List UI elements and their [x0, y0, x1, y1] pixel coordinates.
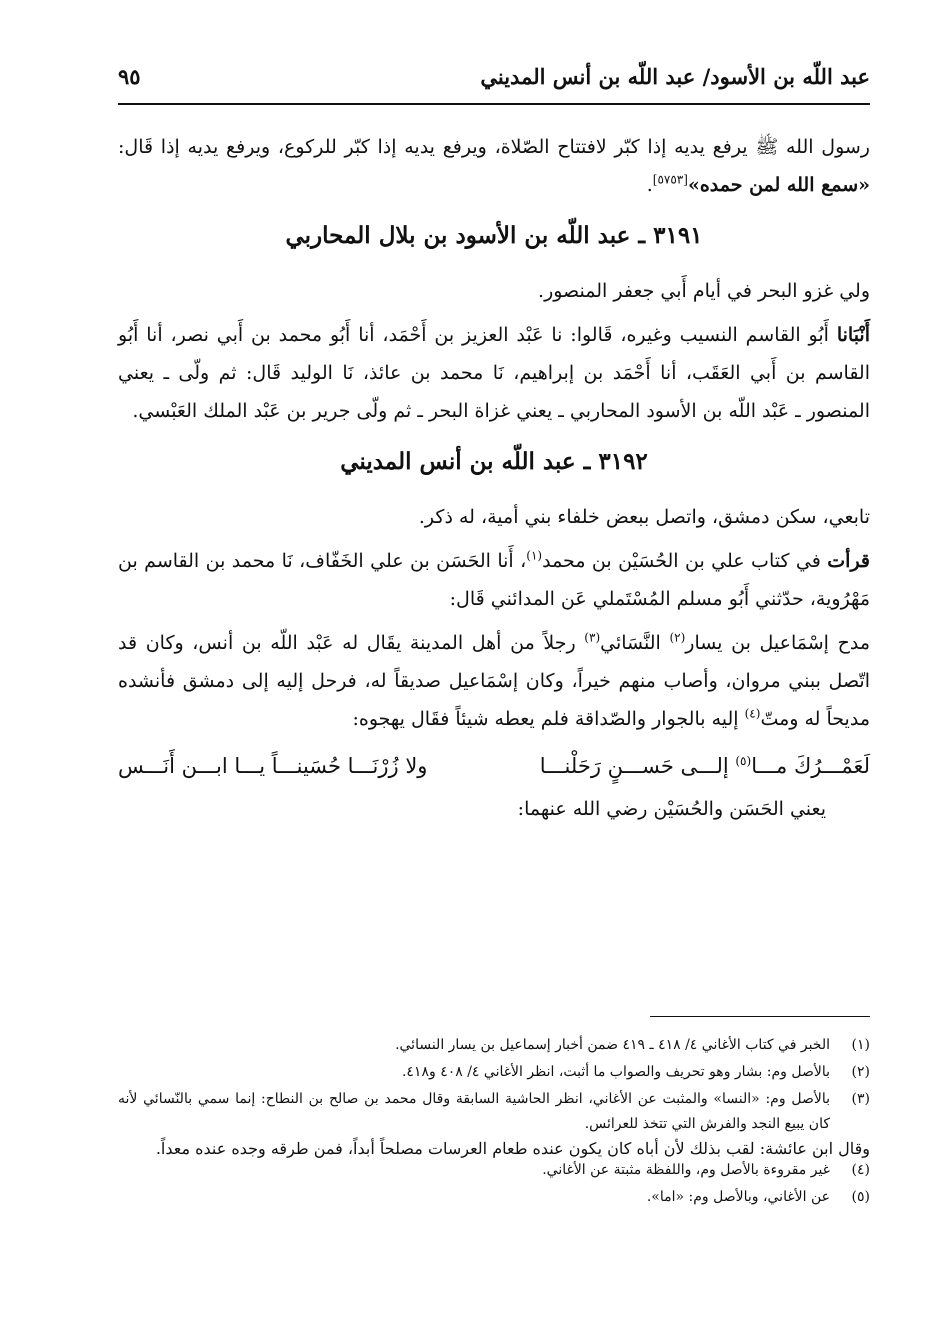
footnote-marker: (٤) [744, 706, 761, 721]
main-text [118, 128, 870, 834]
footnote-marker: (١) [526, 548, 543, 563]
footnote-text: غير مقروءة بالأصل وم، واللفظة مثبتة عن الأغاني. [542, 1162, 830, 1178]
story-text: مدح إسْمَاعيل بن يسار [685, 632, 870, 654]
footnote-item [118, 1087, 870, 1137]
paragraph-text: رسول الله ﷺ يرفع يديه إذا كبّر لافتتاح الصّلاة، ويرفع يديه إذا كبّر للركوع، ويرفع يديه إذا قَال: [118, 136, 870, 158]
story-paragraph [118, 624, 870, 738]
isnad-paragraph-3191 [118, 316, 870, 430]
footnote-item [118, 1033, 870, 1058]
footnote-marker: (٢) [669, 630, 686, 645]
verse-explanation: يعني الحَسَن والحُسَيْن رضي الله عنهما: [517, 798, 826, 820]
footnotes-section [118, 1016, 870, 1212]
footnote-continuation: وقال ابن عائشة: لقب بذلك لأن أباه كان يكون عنده طعام العرسات مصلحاً أبداً، فمن طرقه وجده عنده معداً. [155, 1139, 870, 1158]
paragraph-end: . [646, 174, 653, 196]
footnote-number: (٣) [851, 1091, 870, 1107]
isnad-text: في كتاب علي بن الحُسَيْن بن محمد [542, 550, 828, 572]
isnad-paragraph-3192 [118, 542, 870, 618]
footnote-marker: (٣) [584, 630, 601, 645]
footnote-text: بالأصل وم: بشار وهو تحريف والصواب ما أثبت، انظر الأغاني ٤/ ٤٠٨ و٤١٨. [401, 1064, 830, 1080]
footnote-text: عن الأغاني، وبالأصل وم: «اما». [646, 1189, 830, 1205]
continuation-paragraph [118, 128, 870, 204]
footnote-item [118, 1060, 870, 1085]
poetry-verse [118, 746, 870, 786]
verse-first-hemistich [540, 746, 870, 786]
footnote-number: (٤) [851, 1162, 870, 1178]
isnad-text: ، أَنا الحَسَن بن علي الخَفّاف، نَا محمد بن القاسم بن مَهْرُوية، حدّثني أَبُو مسلم المُسْتَملي عَن المدائني قَال: [118, 550, 870, 610]
narration-lead-word: أَنْبَانا [836, 324, 870, 346]
verse-text: إلـــى حَســـنٍ رَحَلْنـــا [539, 754, 736, 778]
footnote-text: الخبر في كتاب الأغاني ٤/ ٤١٨ ـ ٤١٩ ضمن أخبار إسماعيل بن يسار النسائي. [395, 1037, 830, 1053]
footnote-text: بالأصل وم: «النسا» والمثبت عن الأغاني، انظر الحاشية السابقة وقال محمد بن صالح بن النطاح: إنما سمي بالنّسائي لأنه كان يبيع النجد والفرش التي تتخذ للعرائس. [118, 1091, 830, 1132]
footnote-separator [650, 1016, 870, 1017]
footnote-number: (٢) [851, 1064, 870, 1080]
entry-heading-3192: ٣١٩٢ ـ عبد اللّه بن أنس المديني [340, 448, 648, 475]
entry-heading-3191: ٣١٩١ ـ عبد اللّه بن الأسود بن بلال المحاربي [285, 222, 703, 249]
footnote-number: (٥) [851, 1189, 870, 1205]
story-text: رجلاً من أهل المدينة يقَال له عَبْد اللّه بن أنس، وكان قد اتّصل ببني مروان، وأصاب منهم خيراً، وكان إسْمَاعيل صديقاً له، فرحل إليه إلى دمشق فأنشده مديحاً له ومتّ [118, 632, 870, 730]
header-rule [118, 103, 870, 105]
reference-number: [٥٧٥٣] [652, 172, 688, 187]
entry-intro-3192: تابعي، سكن دمشق، واتصل ببعض خلفاء بني أمية، له ذكر. [418, 506, 870, 528]
verse-second-hemistich: ولا زُرْنَـــا حُسَينـــاً يـــا ابـــن أَنَـــس [118, 754, 428, 778]
story-text: النَّسَائي [600, 632, 670, 654]
isnad-text: أَبُو القاسم النسيب وغيره، قَالوا: نا عَبْد العزيز بن أَحْمَد، أنا أَبُو محمد بن أَبي نصر، أنا أَبُو القاسم بن أَبي العَقَب، أنا أَحْمَد بن إبراهيم، نَا محمد بن عائذ، نَا الوليد قَال: ثم ولّى ـ يعني المنصور ـ عَبْد اللّه بن الأسود المحاربي ـ يعني غزاة البحر ـ ثم ولّى جرير بن عَبْد الملك العَبْسي. [118, 324, 870, 422]
page-header [118, 62, 870, 98]
footnote-number: (١) [851, 1037, 870, 1053]
page-number: ٩٥ [118, 64, 141, 89]
footnote-list [118, 1033, 870, 1210]
footnote-item [118, 1158, 870, 1183]
verse-text: لَعَمْـــرُكَ مـــا [751, 754, 870, 778]
hadith-quote: «سمع الله لمن حمده» [687, 174, 870, 196]
story-text: إليه بالجوار والصّداقة فلم يعطه شيئاً فقَال يهجوه: [352, 708, 745, 730]
footnote-item [118, 1185, 870, 1210]
entry-intro-3191: ولي غزو البحر في أيام أَبي جعفر المنصور. [538, 280, 870, 302]
narration-lead-word: قرأت [827, 550, 871, 572]
footnote-marker: (٥) [735, 754, 752, 768]
running-title: عبد اللّه بن الأسود/ عبد اللّه بن أنس المديني [480, 64, 870, 89]
